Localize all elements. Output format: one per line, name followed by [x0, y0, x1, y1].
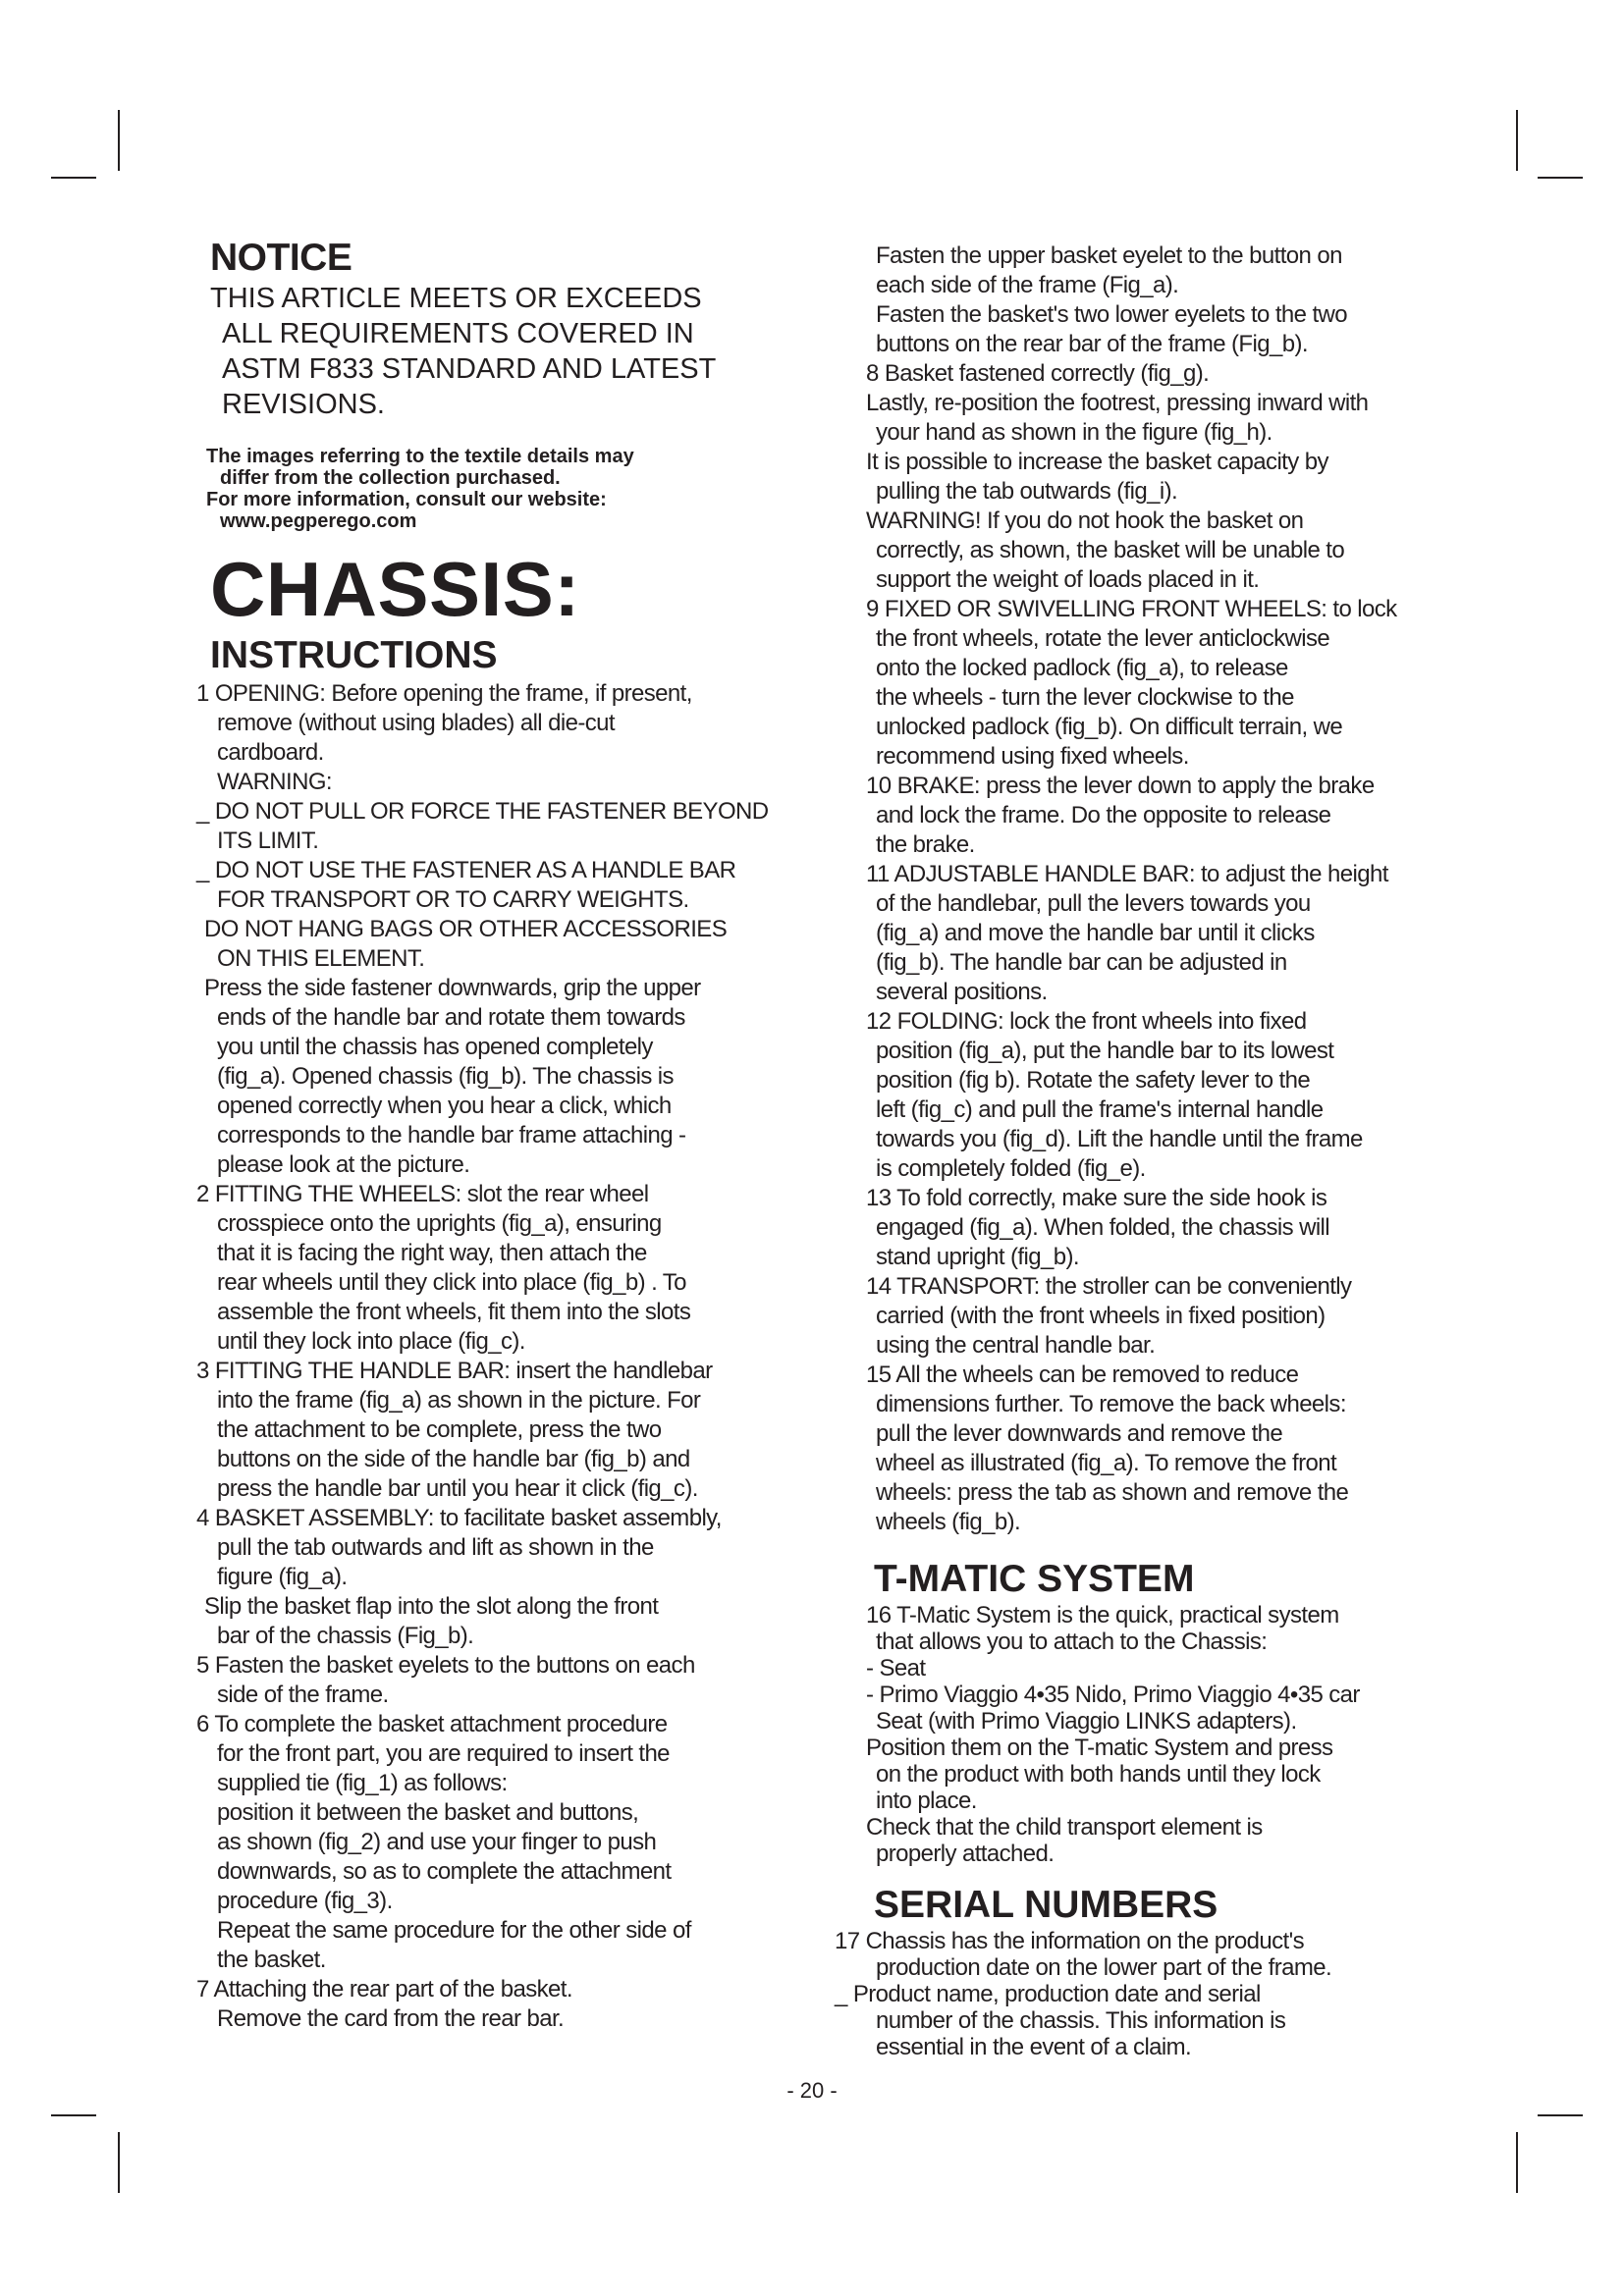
instruction-line: 13 To fold correctly, make sure the side hook is	[866, 1185, 1327, 1211]
textile-line: For more information, consult our website:	[206, 489, 607, 510]
instruction-line: _ Product name, production date and serial	[835, 1981, 1261, 2007]
serial-list	[835, 1928, 1463, 2060]
instruction-line: engaged (fig_a). When folded, the chassis will	[876, 1214, 1330, 1241]
textile-notice	[206, 446, 785, 532]
instruction-line: - Seat	[866, 1655, 926, 1682]
instruction-line: bar of the chassis (Fig_b).	[217, 1623, 474, 1649]
notice-heading: NOTICE	[210, 237, 352, 279]
instruction-line: is completely folded (fig_e).	[876, 1155, 1146, 1182]
instruction-line: until they lock into place (fig_c).	[217, 1328, 525, 1355]
instruction-line: 17 Chassis has the information on the product's	[835, 1928, 1305, 1954]
tmatic-list	[835, 1602, 1463, 1867]
instruction-line: dimensions further. To remove the back wheels:	[876, 1391, 1346, 1417]
instruction-line: the basket.	[217, 1947, 326, 1973]
instruction-line: properly attached.	[876, 1841, 1055, 1867]
instruction-line: correctly, as shown, the basket will be unable to	[876, 537, 1345, 563]
instruction-line: of the handlebar, pull the levers towards you	[876, 890, 1311, 917]
crop-mark	[1516, 2132, 1518, 2193]
instruction-line: remove (without using blades) all die-cut	[217, 710, 615, 736]
crop-mark	[51, 2114, 96, 2116]
instruction-line: unlocked padlock (fig_b). On difficult terrain, we	[876, 714, 1343, 740]
instruction-line: into place.	[876, 1788, 977, 1814]
instruction-line: 2 FITTING THE WHEELS: slot the rear wheel	[196, 1181, 649, 1207]
instruction-line: into the frame (fig_a) as shown in the picture. For	[217, 1387, 701, 1414]
notice-line: THIS ARTICLE MEETS OR EXCEEDS	[210, 283, 702, 314]
instruction-line: the brake.	[876, 831, 975, 858]
instruction-line: left (fig_c) and pull the frame's internal handle	[876, 1096, 1324, 1123]
crop-mark	[118, 2132, 120, 2193]
instructions-list-left	[196, 679, 785, 2034]
instruction-line: DO NOT HANG BAGS OR OTHER ACCESSORIES	[204, 916, 728, 942]
instruction-line: crosspiece onto the uprights (fig_a), ensuring	[217, 1210, 662, 1237]
notice-line: ALL REQUIREMENTS COVERED IN	[222, 318, 694, 349]
page-number: - 20 -	[786, 2078, 838, 2103]
instructions-heading: INSTRUCTIONS	[210, 634, 498, 676]
instruction-line: buttons on the side of the handle bar (fig_b) and	[217, 1446, 690, 1472]
instruction-line: wheels (fig_b).	[876, 1509, 1021, 1535]
tmatic-heading: T-MATIC SYSTEM	[874, 1558, 1195, 1600]
instruction-line: 8 Basket fastened correctly (fig_g).	[866, 360, 1210, 387]
instruction-line: position (fig b). Rotate the safety lever to the	[876, 1067, 1311, 1094]
instruction-line: that it is facing the right way, then attach the	[217, 1240, 647, 1266]
instruction-line: several positions.	[876, 979, 1048, 1005]
instruction-line: essential in the event of a claim.	[876, 2034, 1192, 2060]
instruction-line: 7 Attaching the rear part of the basket.	[196, 1976, 572, 2002]
instruction-line: ends of the handle bar and rotate them towards	[217, 1004, 685, 1031]
instruction-line: position (fig_a), put the handle bar to its lowest	[876, 1038, 1334, 1064]
instruction-line: wheels: press the tab as shown and remove the	[876, 1479, 1349, 1506]
instruction-line: ON THIS ELEMENT.	[217, 945, 425, 972]
notice-statement	[210, 281, 760, 422]
instruction-line: Repeat the same procedure for the other side of	[217, 1917, 691, 1944]
instruction-line: you until the chassis has opened completely	[217, 1034, 653, 1060]
instruction-line: 12 FOLDING: lock the front wheels into fixed	[866, 1008, 1307, 1035]
instruction-line: figure (fig_a).	[217, 1564, 348, 1590]
instruction-line: 5 Fasten the basket eyelets to the buttons on each	[196, 1652, 695, 1679]
crop-mark	[1538, 2114, 1583, 2116]
instruction-line: Press the side fastener downwards, grip the upper	[204, 975, 701, 1001]
instruction-line: pulling the tab outwards (fig_i).	[876, 478, 1178, 505]
instruction-line: _ DO NOT PULL OR FORCE THE FASTENER BEYOND	[196, 798, 769, 825]
instruction-line: 9 FIXED OR SWIVELLING FRONT WHEELS: to lock	[866, 596, 1397, 622]
instruction-line: supplied tie (fig_1) as follows:	[217, 1770, 508, 1796]
instruction-line: number of the chassis. This information is	[876, 2007, 1286, 2034]
instruction-line: Fasten the basket's two lower eyelets to the two	[876, 301, 1348, 328]
instruction-line: It is possible to increase the basket capacity by	[866, 449, 1328, 475]
instruction-line: on the product with both hands until they lock	[876, 1761, 1321, 1788]
instruction-line: 16 T-Matic System is the quick, practical system	[866, 1602, 1339, 1629]
instruction-line: wheel as illustrated (fig_a). To remove the front	[876, 1450, 1337, 1476]
instruction-line: production date on the lower part of the frame.	[876, 1954, 1332, 1981]
textile-line: The images referring to the textile details may	[206, 446, 634, 467]
instruction-line: _ DO NOT USE THE FASTENER AS A HANDLE BAR	[196, 857, 736, 883]
instruction-line: - Primo Viaggio 4•35 Nido, Primo Viaggio 4•35 car	[866, 1682, 1360, 1708]
crop-mark	[118, 110, 120, 171]
instruction-line: (fig_b). The handle bar can be adjusted in	[876, 949, 1287, 976]
instruction-line: Remove the card from the rear bar.	[217, 2005, 565, 2032]
crop-mark	[51, 177, 96, 179]
instruction-line: as shown (fig_2) and use your finger to push	[217, 1829, 657, 1855]
instruction-line: towards you (fig_d). Lift the handle until the frame	[876, 1126, 1363, 1152]
instruction-line: downwards, so as to complete the attachment	[217, 1858, 672, 1885]
instruction-line: and lock the frame. Do the opposite to release	[876, 802, 1331, 828]
instruction-line: 3 FITTING THE HANDLE BAR: insert the handlebar	[196, 1358, 713, 1384]
instructions-list-right	[835, 241, 1463, 1537]
instruction-line: 4 BASKET ASSEMBLY: to facilitate basket assembly,	[196, 1505, 722, 1531]
instruction-line: Seat (with Primo Viaggio LINKS adapters).	[876, 1708, 1297, 1735]
serial-numbers-heading: SERIAL NUMBERS	[874, 1884, 1218, 1926]
instruction-line: 15 All the wheels can be removed to reduce	[866, 1362, 1299, 1388]
instruction-line: 14 TRANSPORT: the stroller can be conveniently	[866, 1273, 1352, 1300]
instruction-line: procedure (fig_3).	[217, 1888, 393, 1914]
instruction-line: please look at the picture.	[217, 1151, 470, 1178]
instruction-line: 6 To complete the basket attachment procedure	[196, 1711, 668, 1737]
instruction-line: stand upright (fig_b).	[876, 1244, 1079, 1270]
instruction-line: pull the tab outwards and lift as shown in the	[217, 1534, 654, 1561]
instruction-line: 11 ADJUSTABLE HANDLE BAR: to adjust the height	[866, 861, 1388, 887]
instruction-line: that allows you to attach to the Chassis:	[876, 1629, 1268, 1655]
instruction-line: cardboard.	[217, 739, 324, 766]
instruction-line: using the central handle bar.	[876, 1332, 1156, 1359]
notice-line: ASTM F833 STANDARD AND LATEST	[222, 353, 717, 385]
instruction-line: WARNING:	[217, 769, 332, 795]
website-url: www.pegperego.com	[220, 510, 417, 532]
instruction-line: (fig_a) and move the handle bar until it clicks	[876, 920, 1315, 946]
instruction-line: support the weight of loads placed in it.	[876, 566, 1260, 593]
instruction-line: WARNING! If you do not hook the basket on	[866, 507, 1304, 534]
textile-line: differ from the collection purchased.	[220, 467, 561, 489]
instruction-line: side of the frame.	[217, 1682, 389, 1708]
notice-line: REVISIONS.	[222, 389, 385, 420]
instruction-line: Slip the basket flap into the slot along the front	[204, 1593, 659, 1620]
instruction-line: carried (with the front wheels in fixed position)	[876, 1303, 1326, 1329]
instruction-line: press the handle bar until you hear it click (fig_c).	[217, 1475, 698, 1502]
instruction-line: each side of the frame (Fig_a).	[876, 272, 1179, 298]
instruction-line: onto the locked padlock (fig_a), to release	[876, 655, 1288, 681]
instruction-line: for the front part, you are required to insert the	[217, 1740, 670, 1767]
instruction-line: the attachment to be complete, press the two	[217, 1416, 662, 1443]
instruction-line: rear wheels until they click into place (fig_b) . To	[217, 1269, 686, 1296]
instruction-line: FOR TRANSPORT OR TO CARRY WEIGHTS.	[217, 886, 689, 913]
instruction-line: Position them on the T-matic System and press	[866, 1735, 1333, 1761]
instruction-line: recommend using fixed wheels.	[876, 743, 1189, 770]
instruction-line: your hand as shown in the figure (fig_h).	[876, 419, 1272, 446]
instruction-line: opened correctly when you hear a click, which	[217, 1093, 672, 1119]
instruction-line: corresponds to the handle bar frame attaching -	[217, 1122, 686, 1148]
instruction-line: Check that the child transport element is	[866, 1814, 1263, 1841]
crop-mark	[1538, 177, 1583, 179]
instruction-line: the wheels - turn the lever clockwise to the	[876, 684, 1294, 711]
instruction-line: assemble the front wheels, fit them into the slots	[217, 1299, 691, 1325]
instruction-line: ITS LIMIT.	[217, 828, 319, 854]
instruction-line: Lastly, re-position the footrest, pressing inward with	[866, 390, 1369, 416]
left-column	[196, 236, 785, 2034]
chassis-title: CHASSIS:	[210, 546, 580, 632]
instruction-line: pull the lever downwards and remove the	[876, 1420, 1283, 1447]
instruction-line: position it between the basket and buttons,	[217, 1799, 639, 1826]
instruction-line: 1 OPENING: Before opening the frame, if present,	[196, 680, 692, 707]
crop-mark	[1516, 110, 1518, 171]
instruction-line: the front wheels, rotate the lever anticlockwise	[876, 625, 1330, 652]
instruction-line: Fasten the upper basket eyelet to the button on	[876, 242, 1342, 269]
instruction-line: 10 BRAKE: press the lever down to apply the brake	[866, 773, 1375, 799]
instruction-line: buttons on the rear bar of the frame (Fig_b).	[876, 331, 1308, 357]
instruction-line: (fig_a). Opened chassis (fig_b). The chassis is	[217, 1063, 674, 1090]
right-column	[835, 240, 1463, 2060]
